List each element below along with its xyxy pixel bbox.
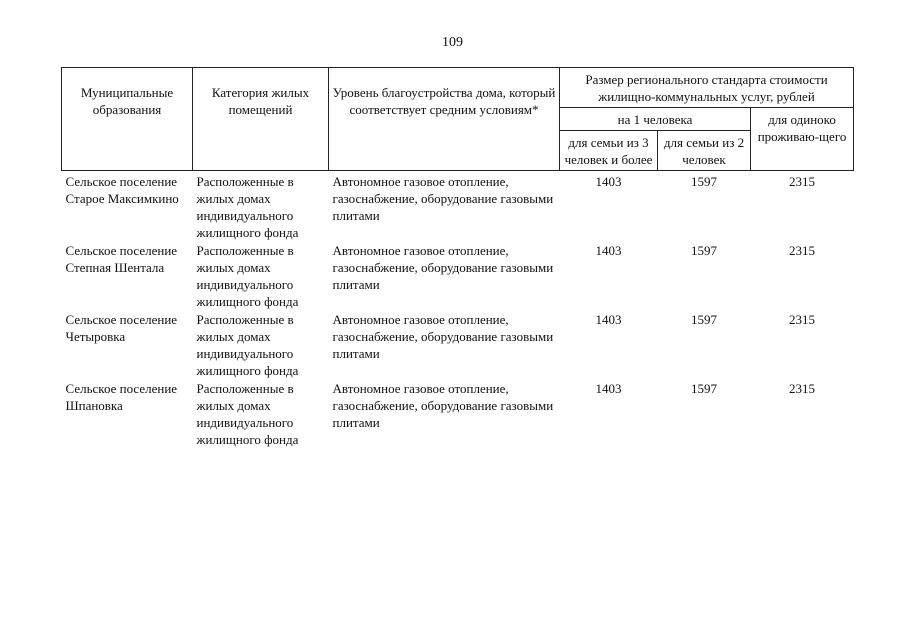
- cell-family-2: 1597: [691, 243, 717, 258]
- header-comfort-level: Уровень благоустройства дома, который соответствует средним условиям*: [329, 68, 560, 171]
- cell-single: 2315: [789, 174, 816, 189]
- cell-comfort-level: Автономное газовое отопление, газоснабжение, оборудование газовыми плитами: [332, 243, 554, 292]
- cell-family-3plus: 1403: [595, 243, 622, 258]
- cell-category: Расположенные в жилых домах индивидуального жилищного фонда: [196, 312, 299, 378]
- cell-family-3plus: 1403: [595, 174, 622, 189]
- table-row: [62, 311, 854, 380]
- cell-family-3plus: 1403: [595, 312, 622, 327]
- cell-municipality: Сельское поселение Старое Максимкино: [65, 174, 179, 206]
- cell-category: Расположенные в жилых домах индивидуального жилищного фонда: [196, 381, 299, 447]
- header-family-3plus: для семьи из 3 человек и более: [560, 131, 658, 171]
- cell-category: Расположенные в жилых домах индивидуального жилищного фонда: [196, 243, 299, 309]
- cell-municipality: Сельское поселение Четыровка: [65, 312, 178, 344]
- cell-family-2: 1597: [691, 174, 717, 189]
- cell-municipality: Сельское поселение Шпановка: [65, 381, 178, 413]
- cell-category: Расположенные в жилых домах индивидуального жилищного фонда: [196, 174, 299, 240]
- cell-family-2: 1597: [691, 381, 717, 396]
- cell-comfort-level: Автономное газовое отопление, газоснабжение, оборудование газовыми плитами: [332, 312, 554, 361]
- standard-cost-table: [61, 67, 854, 449]
- cell-comfort-level: Автономное газовое отопление, газоснабжение, оборудование газовыми плитами: [332, 381, 554, 430]
- cell-single: 2315: [789, 243, 816, 258]
- cell-single: 2315: [789, 381, 816, 396]
- cell-municipality: Сельское поселение Степная Шентала: [65, 243, 178, 275]
- header-category: Категория жилых помещений: [193, 68, 329, 171]
- header-per-person: на 1 человека: [560, 108, 751, 131]
- cell-family-3plus: 1403: [595, 381, 622, 396]
- header-municipality: Муниципальные образования: [62, 68, 193, 171]
- header-standard-size: Размер регионального стандарта стоимости жилищно-коммунальных услуг, рублей: [560, 68, 854, 108]
- header-row-1: [62, 68, 854, 108]
- cell-single: 2315: [789, 312, 816, 327]
- table-row: [62, 380, 854, 449]
- cell-comfort-level: Автономное газовое отопление, газоснабжение, оборудование газовыми плитами: [332, 174, 554, 223]
- table-row: [62, 242, 854, 311]
- header-single: для одиноко проживаю-щего: [751, 108, 854, 171]
- table-row: [62, 171, 854, 243]
- cell-family-2: 1597: [691, 312, 717, 327]
- page-number: 109: [442, 35, 463, 50]
- header-family-2: для семьи из 2 человек: [658, 131, 751, 171]
